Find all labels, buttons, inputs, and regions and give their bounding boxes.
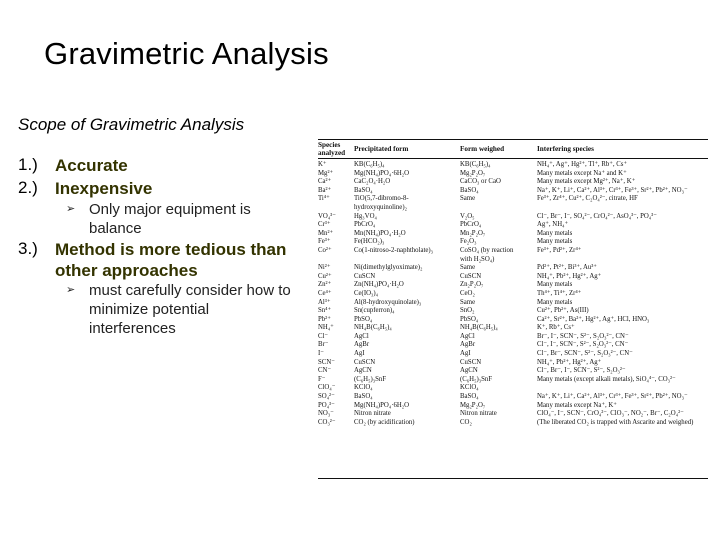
table-row	[318, 178, 708, 187]
gravimetric-methods-table	[318, 140, 708, 485]
table-cell: AgI	[460, 350, 471, 358]
table-cell: Fe(HCO₂)₃	[354, 238, 385, 246]
point-3	[18, 239, 287, 280]
table-cell: Cl⁻, Br⁻, I⁻, SO₄²⁻, CrO₄²⁻, AsO₄³⁻, PO₄³⁻	[537, 212, 657, 220]
table-cell: Al(8-hydroxyquinolate)₃	[354, 298, 422, 306]
table-cell: Ce⁴⁺	[318, 289, 332, 297]
point-number: 3.)	[18, 239, 38, 258]
table-cell: SnO₂	[460, 307, 475, 315]
table-cell: Fe₂O₃	[460, 238, 477, 246]
table-row	[318, 204, 708, 213]
subpoint-line: Only major equipment is	[89, 201, 251, 218]
table-row	[318, 195, 708, 204]
table-cell: CN⁻	[318, 367, 332, 375]
table-header-cell: Interfering species	[537, 145, 594, 153]
table-cell: VO₄³⁻	[318, 212, 336, 220]
table-cell: Mg₂P₂O₇	[460, 169, 486, 177]
table-cell: Na⁺, K⁺, Li⁺, Ca²⁺, Al³⁺, Cr³⁺, Fe³⁺, Sr²⁺, Pb²⁺, NO₃⁻	[537, 186, 688, 194]
table-cell: PbSO₄	[354, 315, 373, 323]
table-cell: AgBr	[354, 341, 370, 349]
table-row	[318, 281, 708, 290]
table-cell: Sn(cupferron)₄	[354, 307, 395, 315]
table-cell: Many metals except Mg²⁺, Na⁺, K⁺	[537, 178, 636, 186]
table-cell: CO₂	[460, 418, 472, 426]
table-cell: NO₃⁻	[318, 410, 334, 418]
table-cell: CuSCN	[460, 272, 482, 280]
table-cell: CaCO₃ or CaO	[460, 178, 501, 186]
table-cell: CaC₂O₄·H₂O	[354, 178, 391, 186]
table-cell: Pd²⁺, Pt²⁺, Bi³⁺, Au³⁺	[537, 264, 597, 272]
table-cell: Ti⁴⁺	[318, 195, 330, 203]
table-cell: (C₆H₅)₃SnF	[354, 375, 387, 383]
table-cell: I⁻	[318, 350, 324, 358]
table-row	[318, 290, 708, 299]
table-row	[318, 247, 708, 256]
table-cell: KB(C₆H₅)₄	[460, 161, 491, 168]
table-cell: SO₄²⁻	[318, 393, 335, 401]
table-cell: Co(1-nitroso-2-naphtholate)₃	[354, 246, 434, 254]
table-cell: AgI	[354, 350, 365, 358]
table-cell: Many metals except Na⁺ and K⁺	[537, 169, 627, 177]
table-cell: BaSO₄	[354, 186, 373, 194]
table-row	[318, 402, 708, 411]
table-cell: with H₂SO₄)	[460, 255, 495, 263]
table-body	[318, 161, 708, 427]
table-row	[318, 187, 708, 196]
point-number: 2.)	[18, 178, 38, 197]
table-cell: K⁺	[318, 161, 327, 168]
table-row	[318, 384, 708, 393]
table-cell: Ca²⁺, Sr²⁺, Ba²⁺, Hg²⁺, Ag⁺, HCl, HNO₃	[537, 315, 650, 323]
table-cell: Nitron nitrate	[460, 410, 497, 418]
table-cell: Mg(NH₄)PO₄·6H₂O	[354, 401, 410, 409]
table-row	[318, 376, 708, 385]
table-cell: Th⁴⁺, Ti⁴⁺, Zr⁴⁺	[537, 289, 582, 297]
table-row	[318, 230, 708, 239]
table-cell: (C₆H₅)₃SnF	[460, 375, 493, 383]
table-row	[318, 419, 708, 428]
table-cell: Ni²⁺	[318, 264, 331, 272]
table-cell: Cl⁻, Br⁻, SCN⁻, S²⁻, S₂O₃²⁻, CN⁻	[537, 350, 633, 358]
table-cell: Na⁺, K⁺, Li⁺, Ca²⁺, Al³⁺, Cr³⁺, Fe³⁺, Sr²⁺, Pb²⁺, NO₃⁻	[537, 393, 688, 401]
table-header-cell: Form weighed	[460, 145, 505, 153]
table-cell: Fe³⁺, Zr⁴⁺, Cu²⁺, C₂O₄²⁻, citrate, HF	[537, 195, 638, 203]
slide-title: Gravimetric Analysis	[44, 36, 329, 71]
subpoint-line: minimize potential	[89, 301, 210, 318]
table-row	[318, 350, 708, 359]
table-row	[318, 213, 708, 222]
table-cell: Br⁻, I⁻, SCN⁻, S²⁻, S₂O₃²⁻, CN⁻	[537, 332, 629, 340]
table-header-cell: Precipitated form	[354, 145, 409, 153]
table-cell: ClO₄⁻	[318, 384, 336, 392]
table-cell: AgCN	[460, 367, 478, 375]
table-cell: PbCrO₄	[354, 221, 376, 229]
table-cell: hydroxyquinoline)₂	[354, 203, 407, 211]
table-cell: Zn²⁺	[318, 281, 332, 289]
table-cell: NH₄⁺, Ag⁺, Hg²⁺, Tl⁺, Rb⁺, Cs⁺	[537, 161, 628, 168]
table-cell: Same	[460, 195, 476, 203]
table-cell: KClO₄	[460, 384, 479, 392]
table-header-cell: Species analyzed	[318, 141, 346, 158]
table-cell: CeO₂	[460, 289, 475, 297]
subpoint-line: interferences	[89, 320, 176, 337]
table-cell: KClO₄	[354, 384, 373, 392]
table-cell: PbSO₄	[460, 315, 479, 323]
point-2	[18, 178, 153, 198]
table-cell: Mn(NH₄)PO₄·H₂O	[354, 229, 406, 237]
table-cell: Many metals except Na⁺, K⁺	[537, 401, 617, 409]
table-cell: CuSCN	[354, 272, 376, 280]
slide-subtitle: Scope of Gravimetric Analysis	[18, 115, 245, 134]
table-cell: NH₄B(C₆H₅)₄	[354, 324, 392, 332]
table-row	[318, 410, 708, 419]
table-row	[318, 393, 708, 402]
table-cell: CuSCN	[460, 358, 482, 366]
table-row	[318, 333, 708, 342]
table-cell: Mg₂P₂O₇	[460, 401, 486, 409]
table-cell: CO₃²⁻	[318, 418, 336, 426]
table-row	[318, 256, 708, 265]
table-cell: Many metals	[537, 281, 573, 289]
table-cell: Al³⁺	[318, 298, 331, 306]
table-cell: Many metals (except alkali metals), SiO₄⁴⁻, CO₃²⁻	[537, 375, 676, 383]
table-cell: K⁺, Rb⁺, Cs⁺	[537, 324, 575, 332]
table-cell: Mg(NH₄)PO₄·6H₂O	[354, 169, 410, 177]
table-row	[318, 161, 708, 170]
point-text: Inexpensive	[55, 179, 153, 198]
table-cell: ClO₄⁻, I⁻, SCN⁻, CrO₄²⁻, ClO₃⁻, NO₂⁻, Br⁻, C₂O₄²⁻	[537, 410, 684, 418]
table-cell: AgCl	[460, 332, 475, 340]
table-row	[318, 221, 708, 230]
table-row	[318, 316, 708, 325]
table-cell: AgCN	[354, 367, 372, 375]
table-cell: Sn⁴⁺	[318, 307, 332, 315]
table-cell: Ca²⁺	[318, 178, 332, 186]
table-cell: (The liberated CO₂ is trapped with Ascarite and weighed)	[537, 418, 694, 426]
table-row	[318, 307, 708, 316]
table-cell: Many metals	[537, 298, 573, 306]
table-cell: Ni(dimethylglyoximate)₂	[354, 264, 423, 272]
point-text-line2: other approaches	[55, 261, 198, 280]
table-cell: AgBr	[460, 341, 476, 349]
table-cell: Many metals	[537, 229, 573, 237]
table-cell: Cl⁻, I⁻, SCN⁻, S²⁻, S₂O₃²⁻, CN⁻	[537, 341, 629, 349]
point-1	[18, 155, 128, 175]
table-row	[318, 324, 708, 333]
table-row	[318, 170, 708, 179]
table-row	[318, 264, 708, 273]
table-cell: CoSO₄ (by reaction	[460, 246, 514, 254]
table-cell: Zn(NH₄)PO₄·H₂O	[354, 281, 404, 289]
arrow-bullet-icon: ➢	[66, 284, 76, 296]
table-cell: KB(C₆H₅)₄	[354, 161, 385, 168]
subpoint-line: balance	[89, 220, 142, 237]
table-cell: Mn₂P₂O₇	[460, 229, 486, 237]
table-cell: Zn₂P₂O₇	[460, 281, 484, 289]
table-cell: TiO(5,7-dibromo-8-	[354, 195, 409, 203]
table-cell: BaSO₄	[460, 393, 479, 401]
point-text-line1: Method is more tedious than	[55, 240, 287, 259]
table-cell: Pb²⁺	[318, 315, 331, 323]
table-cell: CO₂ (by acidification)	[354, 418, 415, 426]
table-cell: Cu²⁺, Pb²⁺, As(III)	[537, 307, 589, 315]
table-cell: NH₄⁺	[318, 324, 334, 332]
table-cell: Many metals	[537, 238, 573, 246]
subpoint-line: must carefully consider how to	[89, 282, 291, 299]
table-cell: Cl⁻, Br⁻, I⁻, SCN⁻, S²⁻, S₂O₃²⁻	[537, 367, 626, 375]
table-row	[318, 273, 708, 282]
table-cell: BaSO₄	[354, 393, 373, 401]
table-cell: Mg²⁺	[318, 169, 334, 177]
table-cell: PbCrO₄	[460, 221, 482, 229]
table-cell: NH₄⁺, Pb²⁺, Hg²⁺, Ag⁺	[537, 272, 602, 280]
table-cell: Ba²⁺	[318, 186, 332, 194]
table-row	[318, 341, 708, 350]
table-cell: BaSO₄	[460, 186, 479, 194]
table-cell: Ag⁺, NH₄⁺	[537, 221, 569, 229]
table-row	[318, 359, 708, 368]
table-cell: Co²⁺	[318, 246, 332, 254]
table-cell: Br⁻	[318, 341, 329, 349]
table-cell: Fe³⁺	[318, 238, 331, 246]
table-bottom-rule	[318, 478, 708, 479]
table-row	[318, 367, 708, 376]
table-cell: Cu²⁺	[318, 272, 332, 280]
table-cell: Cr³⁺	[318, 221, 331, 229]
table-cell: Mn²⁺	[318, 229, 334, 237]
table-cell: SCN⁻	[318, 358, 335, 366]
table-cell: NH₄B(C₆H₅)₄	[460, 324, 498, 332]
table-cell: Cl⁻	[318, 332, 329, 340]
table-row	[318, 299, 708, 308]
point-number: 1.)	[18, 155, 38, 174]
point-text: Accurate	[55, 156, 128, 175]
table-cell: CuSCN	[354, 358, 376, 366]
table-header	[318, 140, 708, 159]
table-cell: AgCl	[354, 332, 369, 340]
arrow-bullet-icon: ➢	[66, 203, 76, 215]
table-cell: F⁻	[318, 375, 326, 383]
table-cell: Ce(IO₃)₄	[354, 289, 378, 297]
table-row	[318, 238, 708, 247]
table-cell: Nitron nitrate	[354, 410, 391, 418]
table-cell: Hg₃VO₄	[354, 212, 377, 220]
table-cell: Same	[460, 264, 476, 272]
table-cell: V₂O₅	[460, 212, 475, 220]
table-cell: NH₄⁺, Pb²⁺, Hg²⁺, Ag⁺	[537, 358, 602, 366]
table-cell: Fe³⁺, Pd²⁺, Zr⁴⁺	[537, 246, 582, 254]
table-cell: Same	[460, 298, 476, 306]
table-cell: PO₄³⁻	[318, 401, 335, 409]
